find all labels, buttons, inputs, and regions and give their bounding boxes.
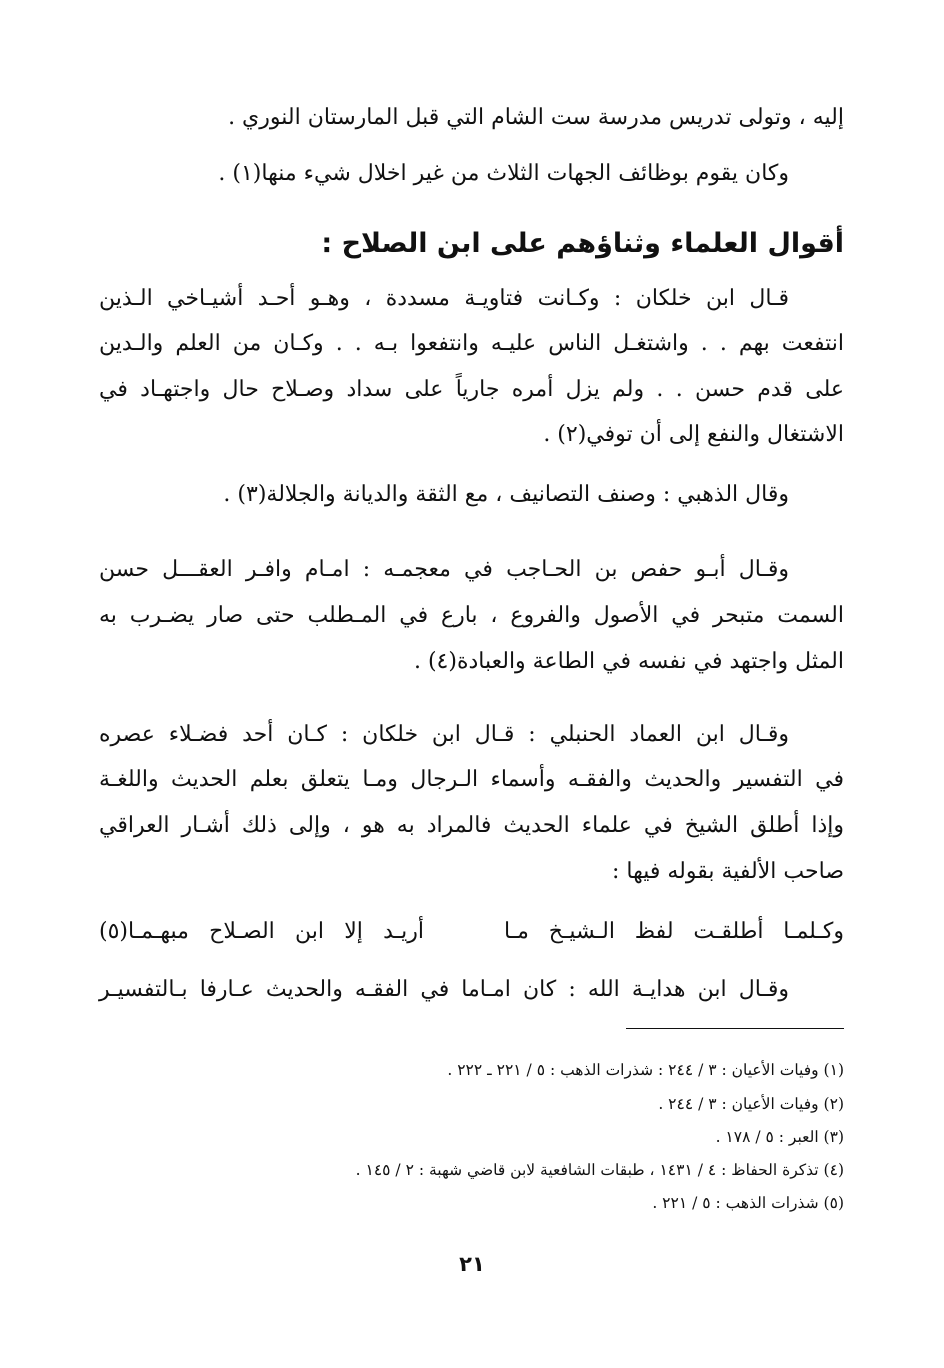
footnote-separator — [626, 1028, 844, 1029]
body-line: وقـال أبـو حفص بن الحـاجب في معجمـه : امـام وافـر العقـــل حسن — [99, 557, 790, 582]
footnote: (٤) تذكرة الحفاظ : ٤ / ١٤٣١ ، طبقات الشافعية لابن قاضي شهبة : ٢ / ١٤٥ . — [355, 1161, 844, 1179]
verse-second-hemistich: أريـد إلا ابن الصـلاح مبهـمـا(٥) — [99, 919, 424, 944]
body-line: وقـال ابن هدايـة الله : كان امـاما في الفقـه والحديث عـارفا بـالتفسيـر — [99, 977, 789, 1002]
verse-first-hemistich: وكـلمـا أطلقـت لفظ الـشيـخ مـا — [504, 919, 844, 944]
footnote: (٥) شذرات الذهب : ٥ / ٢٢١ . — [652, 1194, 844, 1212]
page-number: ٢١ — [459, 1252, 485, 1276]
body-line: وإذا أطلق الشيخ في علماء الحديث فالمراد به هو ، وإلى ذلك أشـار العراقي — [99, 813, 844, 838]
body-line: وكان يقوم بوظائف الجهات الثلاث من غير اخلال شيء منها(١) . — [218, 161, 789, 186]
body-line: في التفسير والحديث والفقـه وأسماء الـرجال ومـا يتعلق بعلم الحديث واللغـة — [99, 767, 844, 792]
footnote: (١) وفيات الأعيان : ٣ / ٢٤٤ : شذرات الذهب : ٥ / ٢٢١ ـ ٢٢٢ . — [447, 1061, 844, 1079]
footnote: (٢) وفيات الأعيان : ٣ / ٢٤٤ . — [658, 1095, 844, 1113]
body-line: الاشتغال والنفع إلى أن توفي(٢) . — [543, 422, 844, 447]
body-line: على قدم حسن . . ولم يزل أمره جارياً على سداد وصـلاح حال واجتهـاد في — [99, 377, 844, 402]
section-heading: أقوال العلماء وثناؤهم على ابن الصلاح : — [321, 228, 844, 259]
body-line: إليه ، وتولى تدريس مدرسة ست الشام التي قبل المارستان النوري . — [228, 105, 844, 130]
body-line: وقال الذهبي : وصنف التصانيف ، مع الثقة والديانة والجلالة(٣) . — [223, 482, 789, 507]
footnote: (٣) العبر : ٥ / ١٧٨ . — [715, 1128, 844, 1146]
body-line: السمت متبحر في الأصول والفروع ، بارع في المـطلب حتى صار يضـرب به — [99, 603, 844, 628]
body-line: قـال ابن خلكان : وكـانت فتاويـة مسددة ، وهـو أحـد أشيـاخي الـذين — [99, 286, 789, 311]
body-line: صاحب الألفية بقوله فيها : — [611, 859, 844, 884]
body-line: انتفعت بهم . . واشتغـل الناس عليـه وانتفعوا بـه . . وكـان من العلم والـدين — [99, 331, 844, 356]
poetry-verse — [99, 915, 844, 949]
body-line: وقـال ابن العماد الحنبلي : قـال ابن خلكان : كـان أحد فضـلاء عصره — [99, 722, 789, 747]
body-line: المثل واجتهد في نفسه في الطاعة والعبادة(٤) . — [413, 649, 844, 674]
